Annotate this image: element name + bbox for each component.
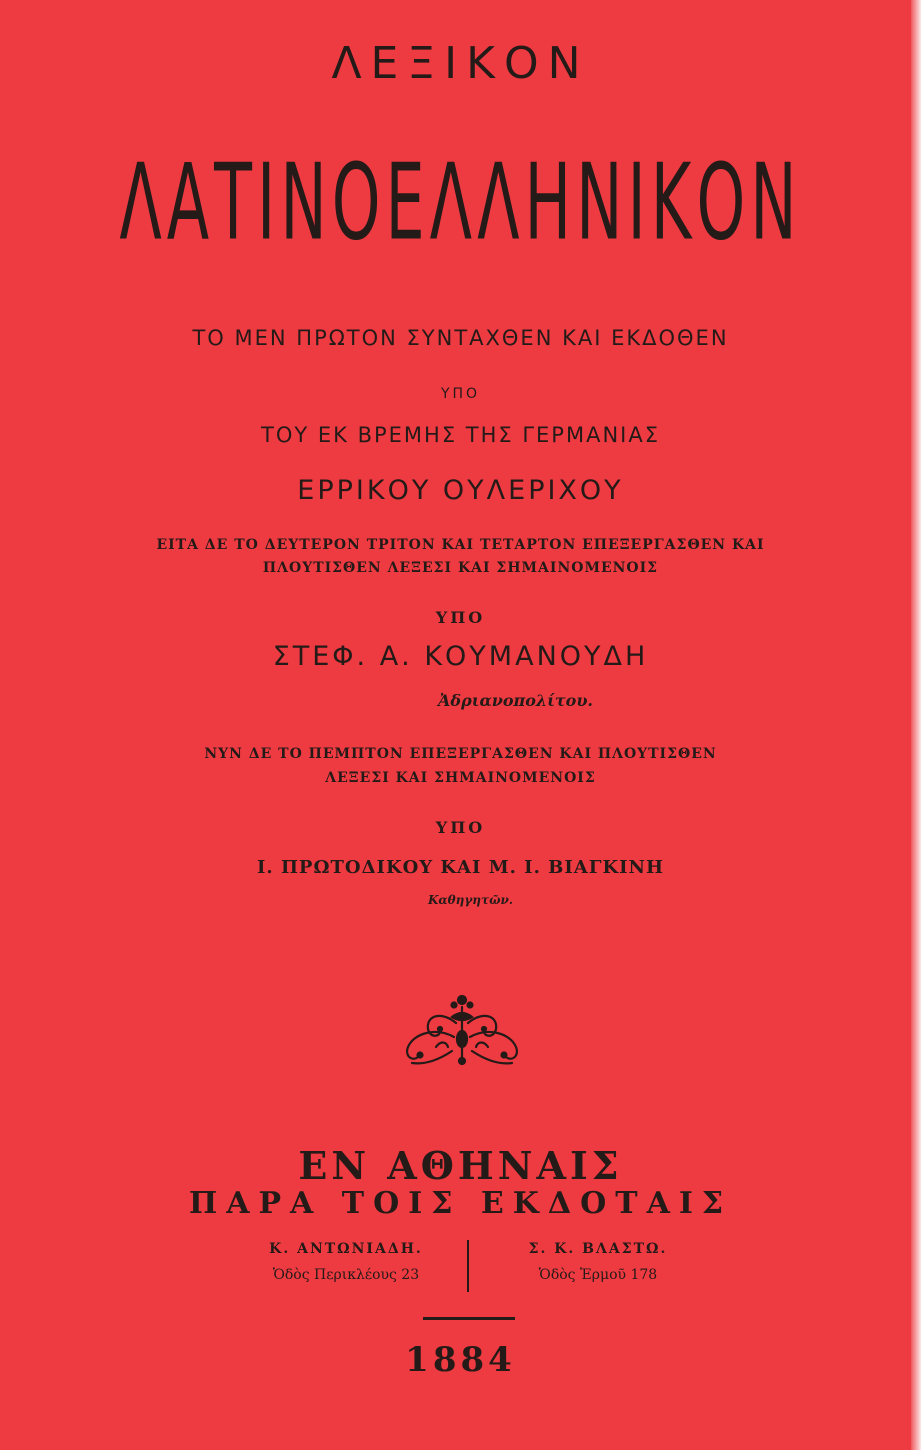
publisher-left-name: Κ. ΑΝΤΩΝΙΑΔΗ. bbox=[269, 1241, 423, 1257]
title-line-1: ΛΕΞΙΚΟΝ bbox=[331, 38, 590, 89]
fifth-edition-line-2: ΛΕΞΕΣΙ ΚΑΙ ΣΗΜΑΙΝΟΜΕΝΟΙΣ bbox=[325, 770, 596, 786]
publisher-left-address: Ὁδὸς Περικλέους 23 bbox=[272, 1267, 420, 1283]
floral-vignette-icon bbox=[396, 993, 528, 1073]
second-edition-author-origin: Ἀδριανοπολίτου. bbox=[437, 691, 593, 710]
publisher-left bbox=[226, 1241, 466, 1283]
publisher-right-address: Ὁδὸς Ἑρμοῦ 178 bbox=[538, 1267, 658, 1283]
publication-year: 1884 bbox=[405, 1340, 516, 1380]
second-edition-line-2: ΠΛΟΥΤΙΣΘΕΝ ΛΕΞΕΣΙ ΚΑΙ ΣΗΜΑΙΝΟΜΕΝΟΙΣ bbox=[262, 560, 659, 576]
publisher-divider bbox=[467, 1240, 469, 1292]
publisher-right bbox=[478, 1241, 718, 1283]
fifth-edition-by: ΥΠΟ bbox=[435, 818, 486, 837]
fifth-edition-authors-role: Καθηγητῶν. bbox=[427, 893, 514, 907]
imprint-publishers: ΠΑΡΑ ΤΟΙΣ ΕΚΔΟΤΑΙΣ bbox=[188, 1186, 733, 1221]
first-edition-origin: ΤΟΥ ΕΚ ΒΡΕΜΗΣ ΤΗΣ ΓΕΡΜΑΝΙΑΣ bbox=[261, 423, 660, 447]
second-edition-author: ΣΤΕΦ. Α. ΚΟΥΜΑΝΟΥΔΗ bbox=[272, 641, 649, 672]
second-edition-line-1: ΕΙΤΑ ΔΕ ΤΟ ΔΕΥΤΕΡΟΝ ΤΡΙΤΟΝ ΚΑΙ ΤΕΤΑΡΤΟΝ ΕΠΕΞΕΡΓΑΣΘΕΝ ΚΑΙ bbox=[156, 537, 765, 553]
title-line-2: ΛΑΤΙΝΟΕΛΛΗΝΙΚΟΝ bbox=[119, 140, 802, 265]
first-edition-author: ΕΡΡΙΚΟΥ ΟΥΛΕΡΙΧΟΥ bbox=[297, 475, 624, 506]
second-edition-by: ΥΠΟ bbox=[435, 608, 486, 627]
fifth-edition-line-1: ΝΥΝ ΔΕ ΤΟ ΠΕΜΠΤΟΝ ΕΠΕΞΕΡΓΑΣΘΕΝ ΚΑΙ ΠΛΟΥΤΙΣΘΕΝ bbox=[204, 746, 717, 762]
fifth-edition-authors: Ι. ΠΡΩΤΟΔΙΚΟΥ ΚΑΙ Μ. Ι. ΒΙΑΓΚΙΝΗ bbox=[256, 857, 665, 878]
first-edition-by: ΥΠΟ bbox=[440, 386, 481, 402]
imprint-city: ΕΝ ΑΘΗΝΑΙΣ bbox=[298, 1143, 623, 1188]
publisher-right-name: Σ. Κ. ΒΛΑΣΤΩ. bbox=[528, 1241, 668, 1257]
first-edition-line: ΤΟ ΜΕΝ ΠΡΩΤΟΝ ΣΥΝΤΑΧΘΕΝ ΚΑΙ ΕΚΔΟΘΕΝ bbox=[192, 326, 729, 350]
year-rule bbox=[423, 1317, 515, 1320]
